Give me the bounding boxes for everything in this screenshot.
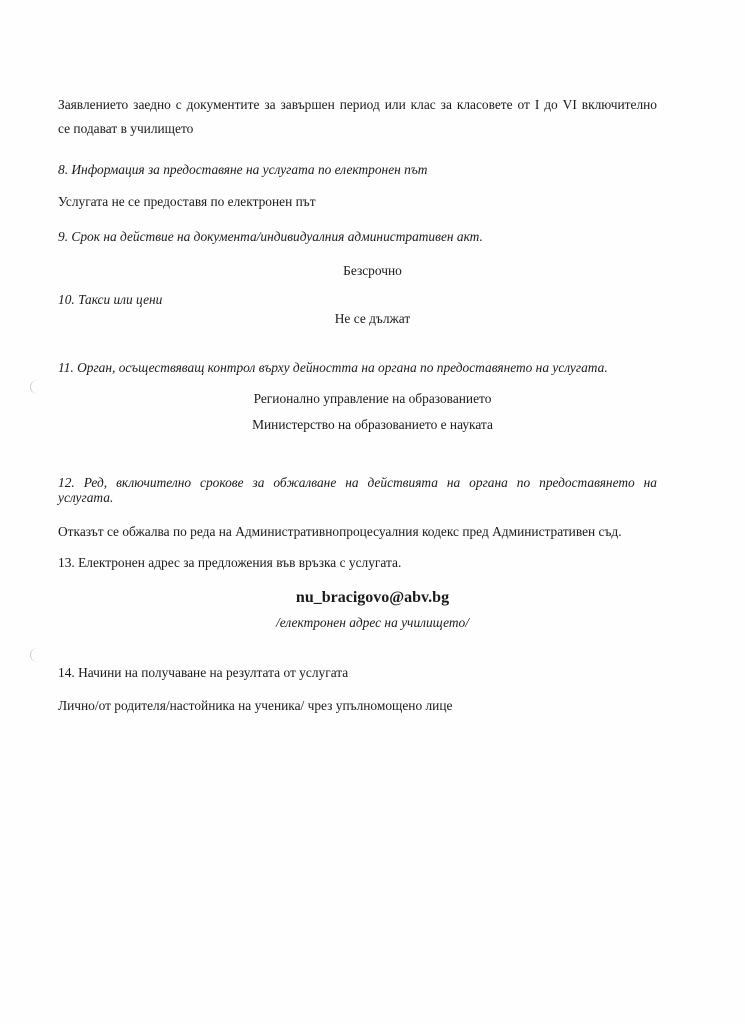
section-13-caption: /електронен адрес на училището/ [276, 615, 469, 630]
section-8-heading: 8. Информация за предоставяне на услугата по електронен път [58, 162, 428, 177]
section-13-email: nu_bracigovo@abv.bg [295, 589, 450, 606]
section-11-text-1: Регионално управление на образованието [253, 391, 492, 406]
section-12-heading-2: услугата. [58, 490, 114, 505]
section-11-text-2: Министерство на образованието е науката [252, 417, 493, 432]
punch-hole-mark [30, 380, 45, 394]
section-9-text: Безсрочно [343, 263, 402, 278]
intro-line-2: се подават в училището [58, 121, 194, 136]
section-10-text: Не се дължат [334, 311, 411, 326]
section-9-heading: 9. Срок на действие на документа/индивидуалния административен акт. [58, 229, 483, 244]
section-12-heading-1: 12. Ред, включително срокове за обжалване на действията на органа по предоставянето на [58, 475, 657, 490]
section-11-heading: 11. Орган, осъществяващ контрол върху дейността на органа по предоставянето на услугата. [58, 360, 608, 375]
section-13-heading: 13. Електронен адрес за предложения във връзка с услугата. [58, 555, 402, 570]
section-10-heading: 10. Такси или цени [58, 292, 163, 307]
punch-hole-mark [30, 648, 45, 662]
section-14-text: Лично/от родителя/настойника на ученика/ чрез упълномощено лице [58, 698, 453, 713]
section-12-text: Отказът се обжалва по реда на Административнопроцесуалния кодекс пред Административен съд. [58, 524, 622, 539]
section-14-heading: 14. Начини на получаване на резултата от услугата [58, 665, 349, 680]
intro-line-1: Заявлението заедно с документите за завършен период или клас за класовете от I до VI включително [58, 97, 657, 112]
section-8-text: Услугата не се предоставя по електронен път [58, 194, 316, 209]
